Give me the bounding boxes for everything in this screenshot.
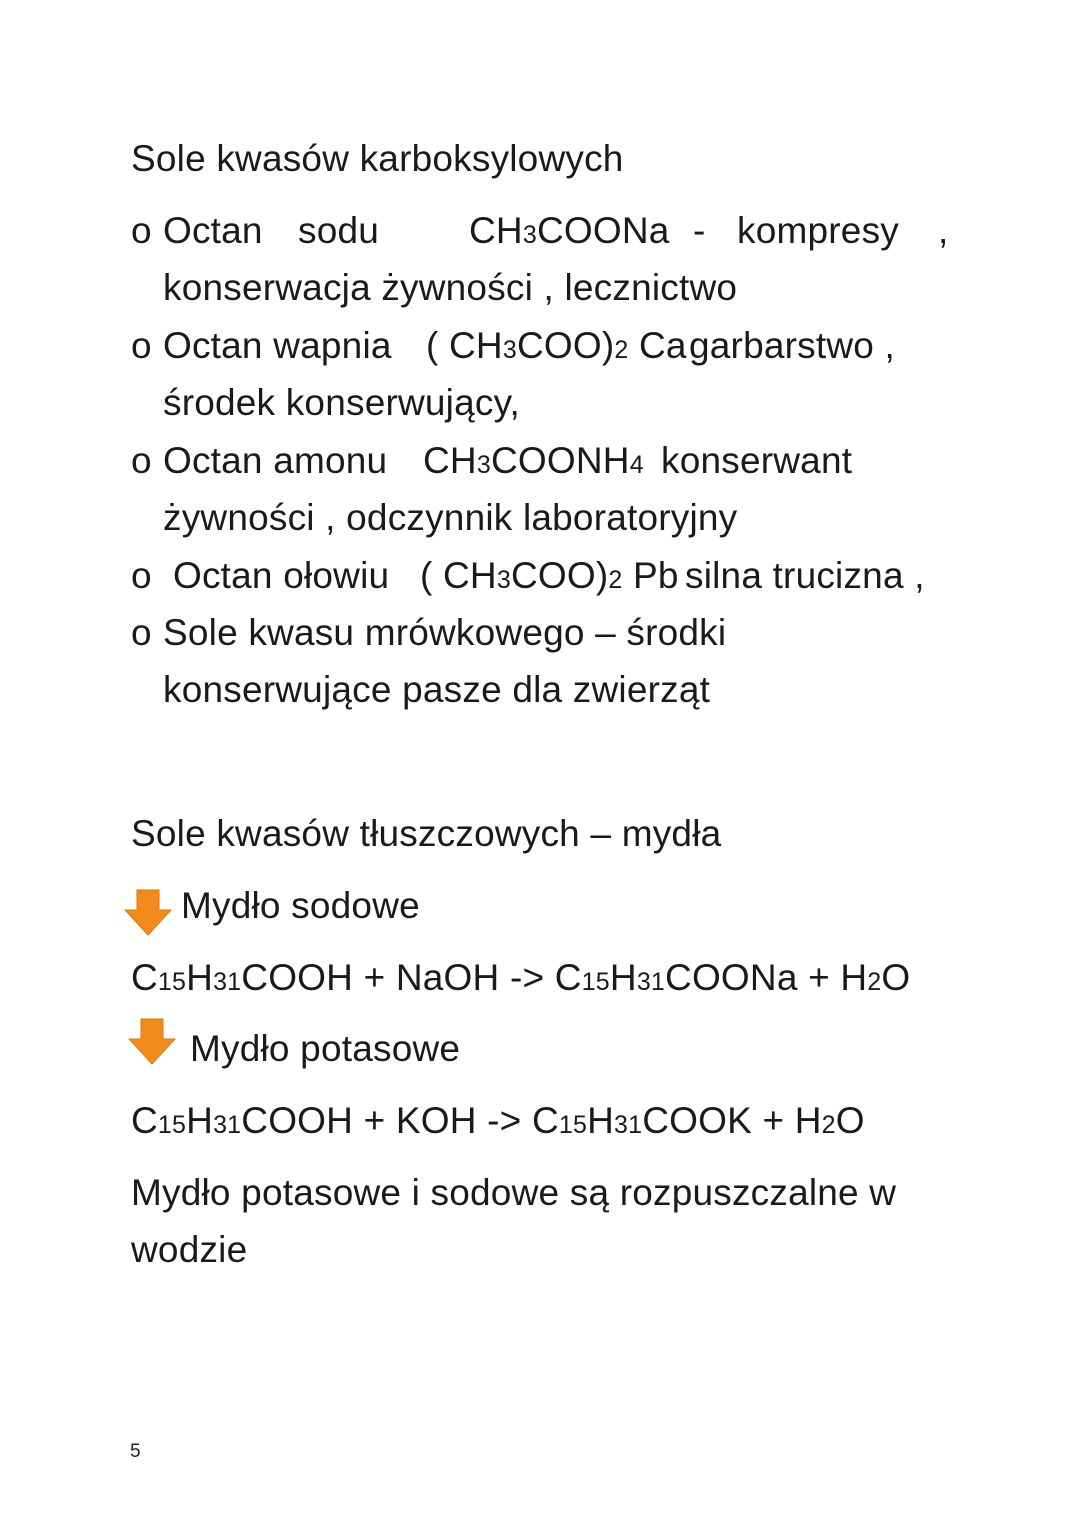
soap1-label: Mydło sodowe bbox=[181, 885, 420, 926]
list-item: o Sole kwasu mrówkowego – środki bbox=[131, 612, 727, 653]
item4-formula: ( CH3COO)2 Pb bbox=[420, 555, 679, 596]
item3-line2: żywności , odczynnik laboratoryjny bbox=[163, 497, 738, 538]
bullet-icon: o bbox=[131, 325, 152, 366]
bullet-icon: o bbox=[131, 440, 152, 481]
soap1-equation: C15H31COOH + NaOH -> C15H31COONa + H2O bbox=[131, 957, 911, 998]
item2-formula: ( CH3COO)2 Ca bbox=[426, 325, 687, 366]
item2-use: garbarstwo , bbox=[689, 325, 895, 366]
list-item: o Octan bbox=[131, 210, 263, 251]
item1-use: kompresy bbox=[737, 210, 899, 251]
bullet-icon: o bbox=[131, 612, 152, 653]
soap2-equation: C15H31COOH + KOH -> C15H31COOK + H2O bbox=[131, 1100, 865, 1141]
item2-line2: środek konserwujący, bbox=[163, 382, 521, 423]
section1-heading: Sole kwasów karboksylowych bbox=[131, 138, 624, 179]
list-item: o Octan amonu bbox=[131, 440, 388, 481]
bullet-icon: o bbox=[131, 555, 152, 596]
item3-use: konserwant bbox=[661, 440, 853, 481]
down-arrow-icon bbox=[128, 1017, 178, 1067]
page-number: 5 bbox=[130, 1441, 141, 1462]
note-line2: wodzie bbox=[131, 1229, 248, 1270]
item1-line2: konserwacja żywności , lecznictwo bbox=[163, 267, 738, 308]
list-item: o Octan ołowiu bbox=[131, 555, 390, 596]
item4-use: silna trucizna , bbox=[685, 555, 925, 596]
item1-name2: sodu bbox=[298, 210, 380, 251]
item1-dash: - bbox=[693, 210, 706, 251]
down-arrow-icon bbox=[124, 888, 174, 938]
note-line1: Mydło potasowe i sodowe są rozpuszczalne w bbox=[131, 1172, 897, 1213]
list-item: o Octan wapnia bbox=[131, 325, 392, 366]
bullet-icon: o bbox=[131, 210, 152, 251]
item1-formula: CH3COONa bbox=[469, 210, 670, 251]
item1-comma: , bbox=[938, 210, 949, 251]
item5-line2: konserwujące pasze dla zwierząt bbox=[163, 669, 711, 710]
item3-formula: CH3COONH4 bbox=[423, 440, 644, 481]
soap2-label: Mydło potasowe bbox=[190, 1028, 461, 1069]
section2-heading: Sole kwasów tłuszczowych – mydła bbox=[131, 813, 722, 854]
